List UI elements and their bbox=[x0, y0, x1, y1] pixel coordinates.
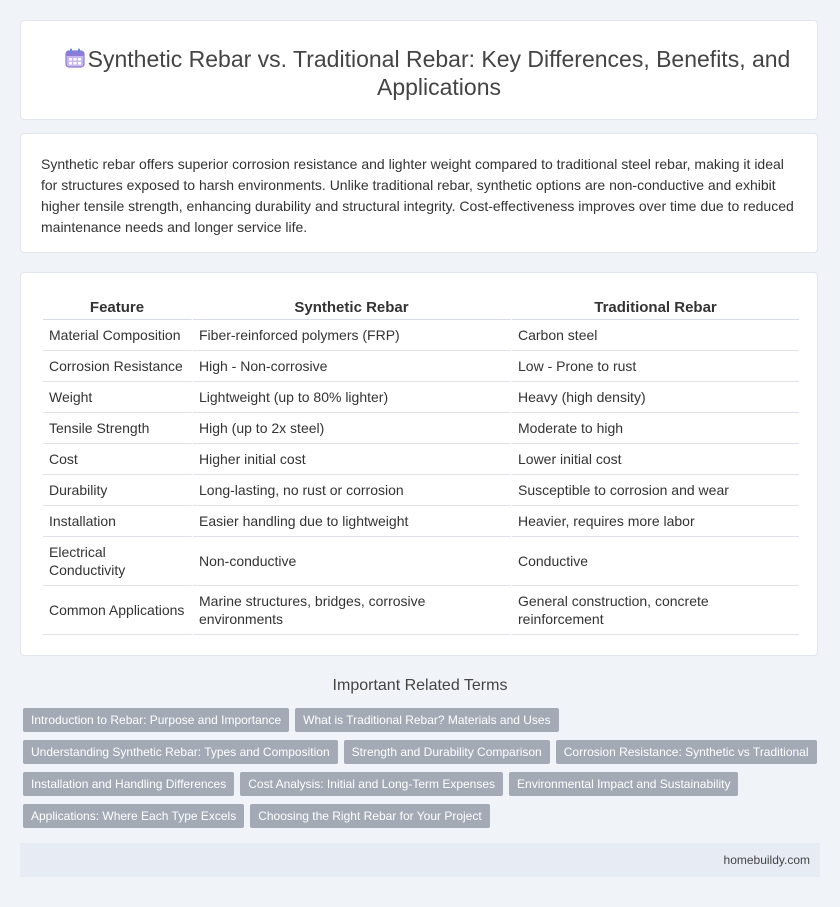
related-term-chip[interactable]: Environmental Impact and Sustainability bbox=[509, 772, 738, 796]
table-row bbox=[43, 320, 799, 351]
table-cell-traditional: General construction, concrete reinforcement bbox=[512, 586, 799, 635]
table-cell-traditional: Moderate to high bbox=[512, 413, 799, 444]
related-term-chip[interactable]: Installation and Handling Differences bbox=[23, 772, 234, 796]
table-cell-feature: Installation bbox=[43, 506, 193, 537]
header-card bbox=[20, 20, 818, 120]
table-cell-synthetic: Lightweight (up to 80% lighter) bbox=[193, 382, 512, 413]
table-cell-feature: Common Applications bbox=[43, 586, 193, 635]
related-terms-list bbox=[23, 708, 823, 836]
table-cell-feature: Weight bbox=[43, 382, 193, 413]
column-header-traditional: Traditional Rebar bbox=[512, 297, 799, 320]
table-cell-feature: Tensile Strength bbox=[43, 413, 193, 444]
related-term-chip[interactable]: Strength and Durability Comparison bbox=[344, 740, 550, 764]
related-term-chip[interactable]: Corrosion Resistance: Synthetic vs Traditional bbox=[556, 740, 817, 764]
table-row bbox=[43, 506, 799, 537]
table-cell-synthetic: High - Non-corrosive bbox=[193, 351, 512, 382]
table-cell-feature: Cost bbox=[43, 444, 193, 475]
table-cell-feature: Corrosion Resistance bbox=[43, 351, 193, 382]
footer bbox=[20, 843, 820, 877]
intro-card bbox=[20, 133, 818, 253]
table-row bbox=[43, 475, 799, 506]
table-cell-synthetic: Long-lasting, no rust or corrosion bbox=[193, 475, 512, 506]
column-header-synthetic: Synthetic Rebar bbox=[193, 297, 512, 320]
table-row bbox=[43, 537, 799, 586]
table-cell-traditional: Lower initial cost bbox=[512, 444, 799, 475]
related-term-chip[interactable]: What is Traditional Rebar? Materials and Uses bbox=[295, 708, 558, 732]
table-row bbox=[43, 444, 799, 475]
related-term-chip[interactable]: Choosing the Right Rebar for Your Project bbox=[250, 804, 489, 828]
table-cell-traditional: Conductive bbox=[512, 537, 799, 586]
table-cell-synthetic: High (up to 2x steel) bbox=[193, 413, 512, 444]
table-cell-feature: Electrical Conductivity bbox=[43, 537, 193, 586]
related-term-chip[interactable]: Introduction to Rebar: Purpose and Importance bbox=[23, 708, 289, 732]
table-cell-synthetic: Higher initial cost bbox=[193, 444, 512, 475]
table-cell-feature: Durability bbox=[43, 475, 193, 506]
comparison-table bbox=[43, 297, 799, 635]
table-cell-traditional: Heavier, requires more labor bbox=[512, 506, 799, 537]
intro-paragraph: Synthetic rebar offers superior corrosion resistance and lighter weight compared to traditional steel rebar, making it ideal for structures exposed to harsh environments. Unlike traditional rebar, synthetic options are non-conductive and exhibit higher tensile strength, enhancing durability and structural integrity. Cost-effectiveness improves over time due to reduced maintenance needs and longer service life. bbox=[41, 156, 794, 235]
table-header-row bbox=[43, 297, 799, 320]
table-row bbox=[43, 382, 799, 413]
table-cell-synthetic: Fiber-reinforced polymers (FRP) bbox=[193, 320, 512, 351]
comparison-table-card bbox=[20, 272, 818, 656]
table-row bbox=[43, 413, 799, 444]
table-cell-traditional: Heavy (high density) bbox=[512, 382, 799, 413]
table-cell-traditional: Susceptible to corrosion and wear bbox=[512, 475, 799, 506]
table-cell-feature: Material Composition bbox=[43, 320, 193, 351]
related-term-chip[interactable]: Applications: Where Each Type Excels bbox=[23, 804, 244, 828]
related-term-chip[interactable]: Understanding Synthetic Rebar: Types and Composition bbox=[23, 740, 338, 764]
footer-site-link[interactable]: homebuildy.com bbox=[723, 853, 810, 867]
table-row bbox=[43, 351, 799, 382]
related-terms-title: Important Related Terms bbox=[332, 677, 508, 694]
table-cell-synthetic: Marine structures, bridges, corrosive environments bbox=[193, 586, 512, 635]
page-title: Synthetic Rebar vs. Traditional Rebar: Key Differences, Benefits, and Applications bbox=[87, 46, 791, 100]
table-cell-synthetic: Easier handling due to lightweight bbox=[193, 506, 512, 537]
table-row bbox=[43, 586, 799, 635]
table-cell-traditional: Carbon steel bbox=[512, 320, 799, 351]
column-header-feature: Feature bbox=[43, 297, 193, 320]
table-cell-synthetic: Non-conductive bbox=[193, 537, 512, 586]
related-term-chip[interactable]: Cost Analysis: Initial and Long-Term Expenses bbox=[240, 772, 503, 796]
table-cell-traditional: Low - Prone to rust bbox=[512, 351, 799, 382]
